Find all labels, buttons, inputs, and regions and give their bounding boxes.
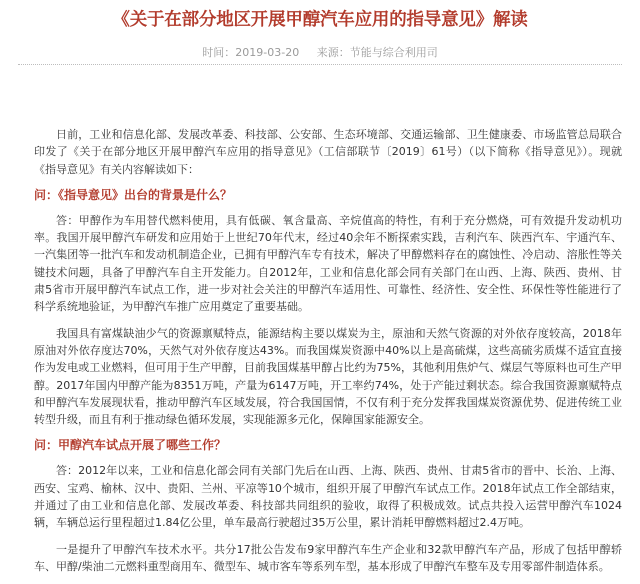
intro-paragraph: 日前，工业和信息化部、发展改革委、科技部、公安部、生态环境部、交通运输部、卫生健康委、市场监管总局联合印发了《关于在部分地区开展甲醇汽车应用的指导意见》（工信部联节〔2019〕61号）（以下简称《指导意见》）。现就《指导意见》有关内容解读如下： bbox=[34, 128, 622, 176]
section-2-paragraph-1: 答：2012年以来，工业和信息化部会同有关部门先后在山西、上海、陕西、贵州、甘肃5省市的晋中、长治、上海、西安、宝鸡、榆林、汉中、贵阳、兰州、平凉等10个城市，组织开展了甲醇汽车试点工作。2018年试点工作全部结束，并通过了由工业和信息化部、发展改革委、科技部共同组织的验收，取得了积极成效。试点共投入运营甲醇汽车1024辆，车辆总运行里程超过1.84亿公里，单车最高行驶超过35万公里，累计消耗甲醇燃料超过2.4万吨。 bbox=[34, 464, 622, 530]
article-source: 来源：节能与综合利用司 bbox=[316, 46, 438, 59]
article-title: 《关于在部分地区开展甲醇汽车应用的指导意见》解读 bbox=[112, 10, 528, 30]
article-body bbox=[34, 126, 622, 584]
section-1-paragraph-1: 答：甲醇作为车用替代燃料使用，具有低碳、氧含量高、辛烷值高的特性，有利于充分燃烧，可有效提升发动机功率。我国开展甲醇汽车研发和应用始于上世纪70年代末，经过40余年不断探索实践，吉利汽车、陕西汽车、宇通汽车、一汽集团等一批汽车和发动机制造企业，已拥有甲醇汽车专有技术，解决了甲醇燃料存在的腐蚀性、冷启动、溶胀性等关键技术问题，具备了甲醇汽车自主开发能力。自2012年，工业和信息化部会同有关部门在山西、上海、陕西、贵州、甘肃5省市开展甲醇汽车试点工作，进一步对社会关注的甲醇汽车适用性、可靠性、经济性、安全性、环保性等性能进行了科学系统地验证，为甲醇汽车推广应用奠定了重要基础。 bbox=[34, 213, 622, 314]
title-divider bbox=[18, 64, 622, 65]
section-heading-background: 问：《指导意见》出台的背景是什么？ bbox=[34, 187, 233, 202]
section-heading-pilot-work: 问：甲醇汽车试点开展了哪些工作？ bbox=[34, 438, 227, 453]
section-1-paragraph-2: 我国具有富煤缺油少气的资源禀赋特点，能源结构主要以煤炭为主，原油和天然气资源的对外依存度较高，2018年原油对外依存度达70%，天然气对外依存度达43%。而我国煤炭资源中40%以上是高硫煤，这些高硫劣质煤不适宜直接作为发电或工业燃料，但可用于生产甲醇，目前我国煤基甲醇占比约为75%，其他利用焦炉气、煤层气等原料也可生产甲醇。2017年国内甲醇产能为8351万吨，产量为6147万吨，开工率约74%，处于产能过剩状态。综合我国资源禀赋特点和甲醇汽车发展现状看，推动甲醇汽车区域发展，符合我国国情，不仅有利于充分发挥我国煤炭资源优势、促进传统工业转型升级，而且有利于推动绿色循环发展，实现能源多元化，保障国家能源安全。 bbox=[34, 326, 622, 427]
publish-date: 时间：2019-03-20 bbox=[202, 46, 300, 59]
article-meta bbox=[0, 44, 640, 60]
section-2-paragraph-2: 一是提升了甲醇汽车技术水平。共分17批公告发布9家甲醇汽车生产企业和32款甲醇汽车产品，形成了包括甲醇轿车、甲醇/柴油二元燃料重型商用车、微型车、城市客车等系列车型，基本形成了甲醇汽车整车及专用零部件制造体系。 bbox=[34, 542, 622, 573]
